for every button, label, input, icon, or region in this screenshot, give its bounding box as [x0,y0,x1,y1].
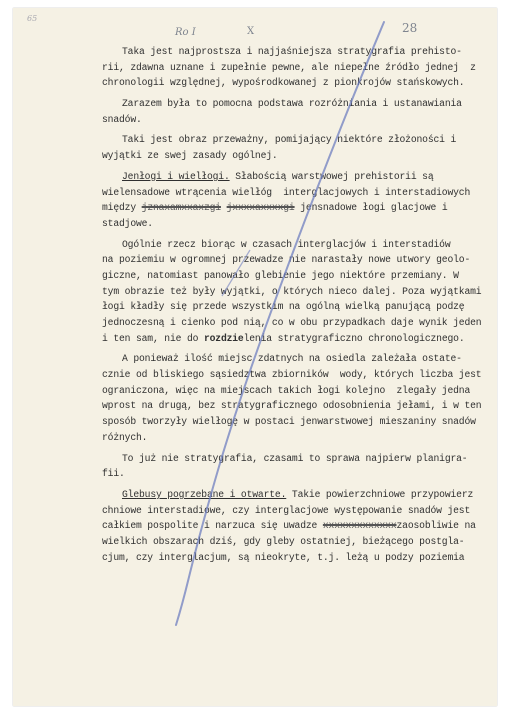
text-line: Taki jest obraz przeważny, pomijający niektóre złożoności i [122,134,457,146]
struck-out-text: xxxxxxxxxxxxx [322,520,397,532]
overtyped-text: rozdzie [203,332,244,344]
text-line: chronologii względnej, wypośrodkowanej z pionkrojów stańskowych. [102,77,465,89]
text-span: zaosobliwie na [396,520,476,532]
text-line: ograniczona, więc na miejscach takich łogi kolejno zlegały jedna [102,384,471,396]
text-span: Słabością warstwowej prehistorii są [229,170,434,182]
text-line: Taka jest najprostsza i najjaśniejsza stratygrafia prehisto- [122,46,462,57]
text-span: między [102,202,142,214]
text-line [102,169,477,185]
text-line: tym obrazie też były wyjątki, o których nieco dalej. Poza wyjątkami [102,285,482,297]
text-line: giczne, natomiast panowało glebienie jego niektóre przemiany. W [102,269,459,281]
text-line: wyjątki ze swej zasady ogólnej. [102,150,278,162]
text-line [102,331,477,347]
text-span: całkiem pospolite i narzuca się uwadze [102,520,323,532]
struck-out-text: jznaxamxxaxzgi [141,202,221,214]
text-line: snadów. [102,113,142,125]
text-line [102,487,477,503]
handwritten-roman-numeral: X [247,26,255,37]
text-line: wielensadowe wtrącenia wielłóg interglacjowych i interstadiowych [102,186,471,198]
text-line: różnych. [102,431,148,443]
section-heading: Glebusy pogrzebane i otwarte. [122,488,287,500]
text-line: na poziemiu w ogromnej przewadze nie narastały nowe utwory geolo- [102,254,471,266]
text-span: Takie powierzchniowe przypowierz [286,488,474,500]
typed-body-text [102,44,482,565]
text-line: łogi kładły się przede wszystkim na ogólną wielką panującą podzę [102,301,465,313]
text-span: lenia stratygraficzno chronologicznego. [243,332,465,344]
text-line: rii, zdawna uznane i zupełnie pewne, ale niepełne źródło jednej z [102,61,476,73]
text-line: A ponieważ ilość miejsc zdatnych na osiedla zależała ostate- [122,353,462,365]
text-line: wielkich obszarach dziś, gdy gleby ostatniej, bieżącego postgla- [102,535,465,547]
text-line: cjum, czy interglacjum, są nieokryte, t.j. leżą u podzy poziemia [102,551,465,563]
section-heading: Jenłogi i wielłogi. [122,170,230,182]
text-line: stadjowe. [102,217,153,229]
text-line [102,200,477,216]
text-line: cznie od bliskiego sąsiedztwa zbiorników wody, których liczba jest [102,369,482,381]
text-line: Ogólnie rzecz biorąc w czasach interglacjów i interstadiów [122,238,451,250]
text-span: jensnadowe łogi glacjowe i [294,202,448,214]
text-line: jednoczesną i cienko pod nią, co w obu przypadkach daje wynik jeden [102,317,482,328]
margin-note-top-left: 65 [27,14,38,23]
text-line: To już nie stratygrafia, czasami to sprawa najpierw planigra- [122,452,468,464]
text-line: fii. [102,468,125,480]
text-line: wprost na drugą, bez stratygraficznego odosobnienia jełami, i w ten [102,400,482,412]
text-span: i ten sam, nie do [102,332,204,344]
handwritten-reference: Ro I [175,27,196,38]
text-line: Zarazem była to pomocna podstawa rozróżniania i ustanawiania [122,98,462,110]
struck-out-text: jxxxxaxxxxgi [226,202,295,214]
text-line [102,518,477,534]
text-line: sposób tworzyły wielłogę w postaci jenwarstwowej mieszaniny snadów [102,416,476,428]
text-line: chniowe interstadiowe, czy interglacjowe występowanie snadów jest [102,504,471,516]
page-number: 28 [402,21,418,35]
